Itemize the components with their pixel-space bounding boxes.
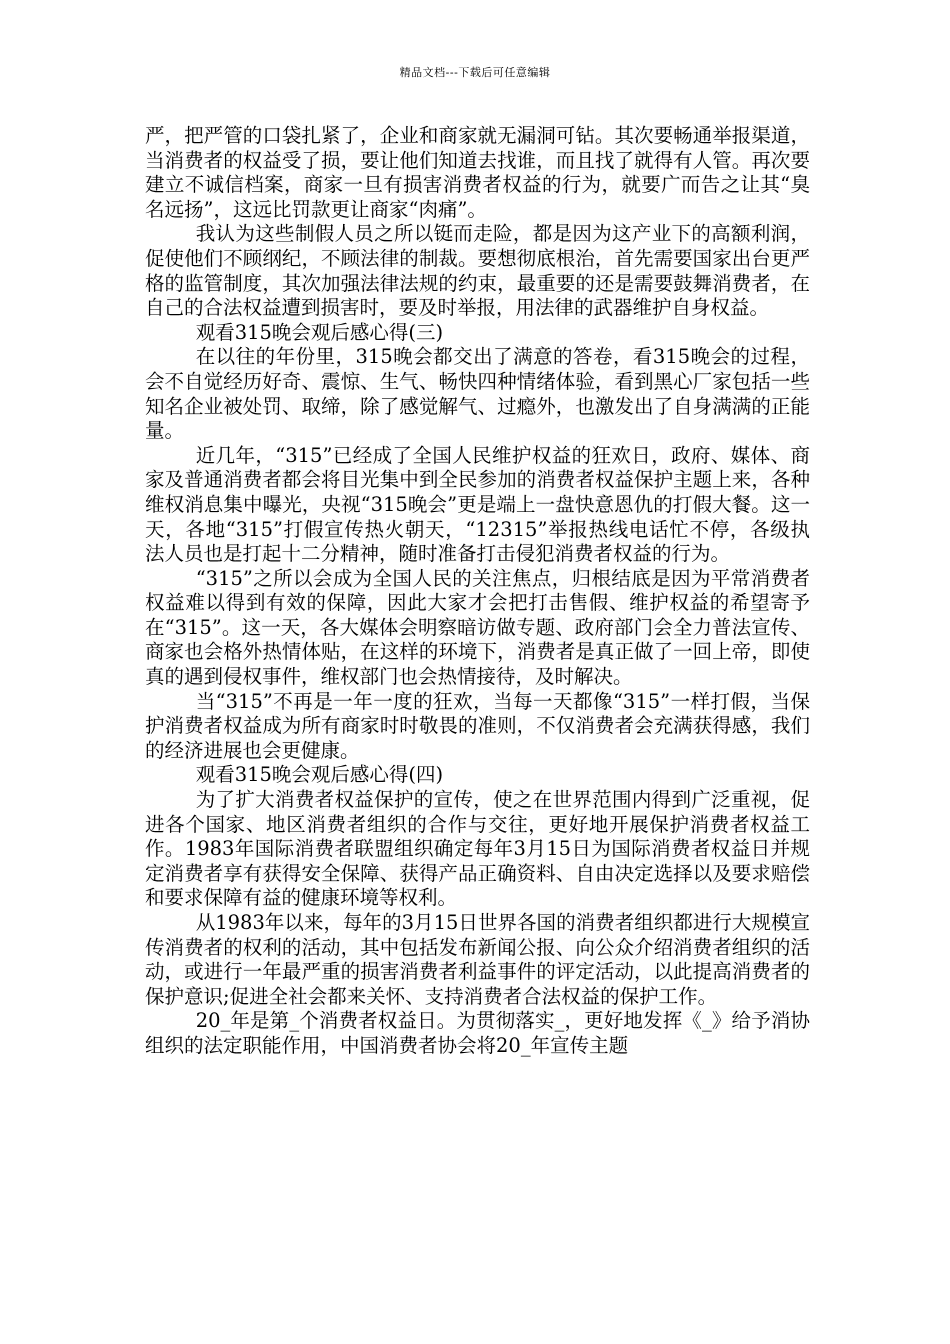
paragraph: 严，把严管的口袋扎紧了，企业和商家就无漏洞可钻。其次要畅通举报渠道，当消费者的权益受了损，要让他们知道去找谁，而且找了就得有人管。再次要建立不诚信档案，商家一旦有损害消费者权益的行为，就要广而告之让其“臭名远扬”，这远比罚款更让商家“肉痛”。 <box>145 124 810 221</box>
paragraph: “315”之所以会成为全国人民的关注焦点，归根结底是因为平常消费者权益难以得到有效的保障，因此大家才会把打击售假、维护权益的希望寄予在“315”。这一天，各大媒体会明察暗访做专题、政府部门会全力普法宣传、商家也会格外热情体贴，在这样的环境下，消费者是真正做了一回上帝，即使真的遇到侵权事件，维权部门也会热情接待，及时解决。 <box>145 566 810 689</box>
paragraph: 我认为这些制假人员之所以铤而走险，都是因为这产业下的高额利润，促使他们不顾纲纪，不顾法律的制裁。要想彻底根治，首先需要国家出台更严格的监管制度，其次加强法律法规的约束，最重要的还是需要鼓舞消费者，在自己的合法权益遭到损害时，要及时举报，用法律的武器维护自身权益。 <box>145 222 810 320</box>
document-body <box>145 124 810 1059</box>
paragraph: 在以往的年份里，315晚会都交出了满意的答卷，看315晚会的过程，会不自觉经历好奇、震惊、生气、畅快四种情绪体验，看到黑心厂家包括一些知名企业被处罚、取缔，除了感觉解气、过瘾外，也激发出了自身满满的正能量。 <box>145 345 810 443</box>
paragraph: 近几年，“315”已经成了全国人民维护权益的狂欢日，政府、媒体、商家及普通消费者都会将目光集中到全民参加的消费者权益保护主题上来，各种维权消息集中曝光，央视“315晚会”更是端上一盘快意恩仇的打假大餐。这一天，各地“315”打假宣传热火朝天，“12315”举报热线电话忙不停，各级执法人员也是打起十二分精神，随时准备打击侵犯消费者权益的行为。 <box>145 443 810 566</box>
section-heading: 观看315晚会观后感心得(三) <box>195 320 444 344</box>
page-header: 精品文档---下载后可任意编辑 <box>399 66 551 79</box>
paragraph: 当“315”不再是一年一度的狂欢，当每一天都像“315”一样打假，当保护消费者权益成为所有商家时时敬畏的准则，不仅消费者会充满获得感，我们的经济进展也会更健康。 <box>145 689 810 762</box>
paragraph: 为了扩大消费者权益保护的宣传，使之在世界范围内得到广泛重视，促进各个国家、地区消费者组织的合作与交往，更好地开展保护消费者权益工作。1983年国际消费者联盟组织确定每年3月15日为国际消费者权益日并规定消费者享有获得安全保障、获得产品正确资料、自由决定选择以及要求赔偿和要求保障有益的健康环境等权利。 <box>145 788 810 910</box>
section-heading: 观看315晚会观后感心得(四) <box>195 763 444 787</box>
paragraph: 从1983年以来，每年的3月15日世界各国的消费者组织都进行大规模宣传消费者的权利的活动，其中包括发布新闻公报、向公众介绍消费者组织的活动，或进行一年最严重的损害消费者利益事件的评定活动，以此提高消费者的保护意识;促进全社会都来关怀、支持消费者合法权益的保护工作。 <box>145 911 810 1008</box>
paragraph: 20_年是第_个消费者权益日。为贯彻落实_，更好地发挥《_》给予消协组织的法定职能作用，中国消费者协会将20_年宣传主题 <box>145 1009 810 1057</box>
